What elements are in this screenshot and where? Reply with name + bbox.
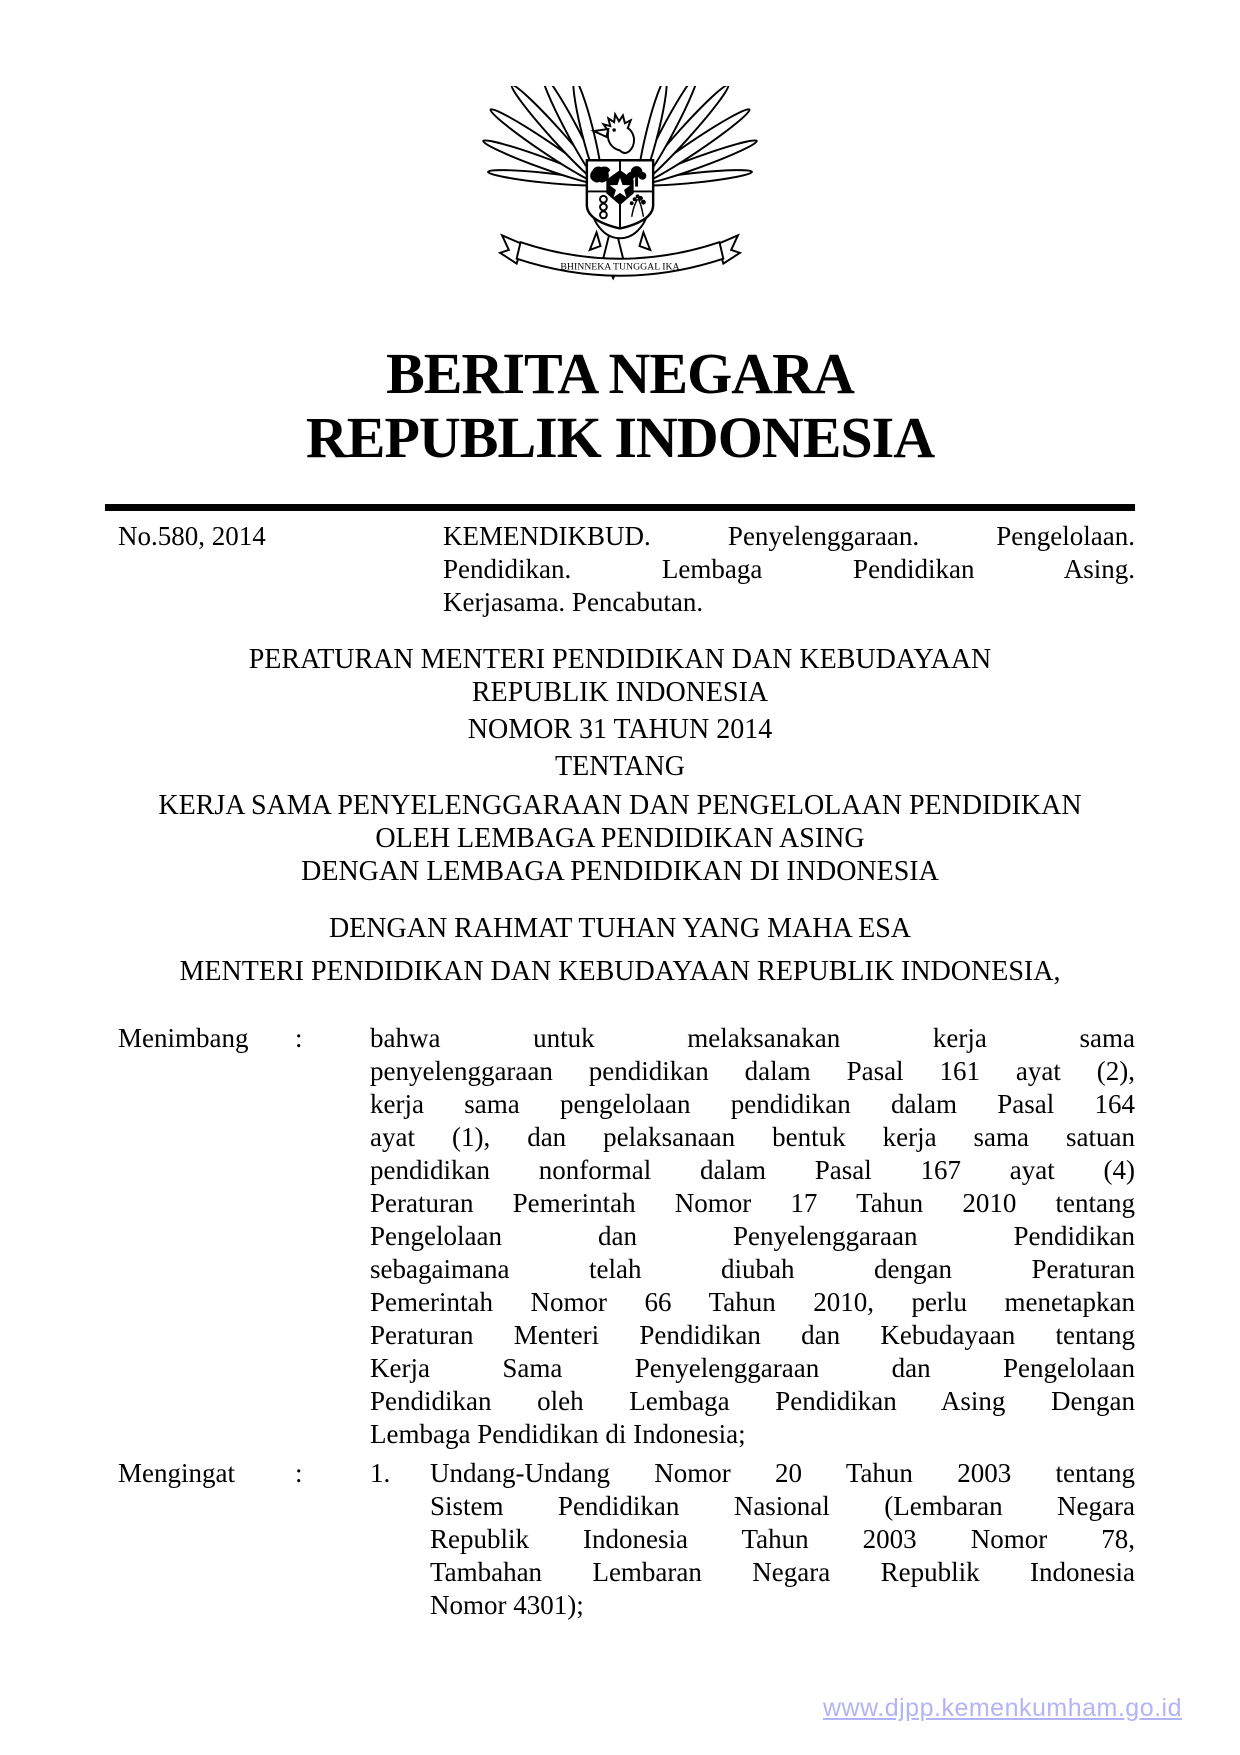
beak-icon: [594, 129, 609, 137]
regulation-about-label: TENTANG: [555, 751, 685, 782]
considerations-label: Menimbang: [118, 1023, 249, 1053]
regulation-subject-line3: DENGAN LEMBAGA PENDIDIKAN DI INDONESIA: [301, 856, 939, 887]
considerations-text-line: Lembaga Pendidikan di Indonesia;: [370, 1419, 746, 1449]
legal-basis-item: [370, 1457, 1135, 1622]
legal-basis-text-line: Sistem Pendidikan Nasional (Lembaran Negara: [430, 1491, 1135, 1521]
considerations-text-line: Kerja Sama Penyelenggaraan dan Pengelolaan: [370, 1353, 1135, 1383]
considerations-text-line: Peraturan Pemerintah Nomor 17 Tahun 2010 tentang: [370, 1188, 1135, 1218]
considerations-row: [105, 1022, 1135, 1451]
regulation-heading-line1: PERATURAN MENTERI PENDIDIKAN DAN KEBUDAYAAN: [248, 644, 992, 675]
considerations-colon: :: [295, 1023, 303, 1053]
regulation-subject-line1: KERJA SAMA PENYELENGGARAAN DAN PENGELOLAAN PENDIDIKAN: [158, 790, 1082, 821]
considerations-text-line: penyelenggaraan pendidikan dalam Pasal 161 ayat (2),: [370, 1056, 1135, 1086]
legal-basis-text-line: Tambahan Lembaran Negara Republik Indonesia: [430, 1557, 1135, 1587]
considerations-text-line: sebagaimana telah diubah dengan Peraturan: [370, 1254, 1135, 1284]
emblem-container: [0, 0, 1240, 300]
considerations-text-line: kerja sama pengelolaan pendidikan dalam Pasal 164: [370, 1089, 1135, 1119]
regulation-number-line: NOMOR 31 TAHUN 2014: [467, 714, 773, 745]
abstract-line: KEMENDIKBUD. Penyelenggaraan. Pengelolaan.: [443, 521, 1135, 551]
right-claw-icon: [640, 232, 651, 250]
legal-basis-colon: :: [295, 1458, 303, 1488]
legal-basis-label: Mengingat: [118, 1458, 235, 1488]
considerations-text-line: ayat (1), dan pelaksanaan bentuk kerja sama satuan: [370, 1122, 1135, 1152]
authority-line: MENTERI PENDIDIKAN DAN KEBUDAYAAN REPUBLIK INDONESIA,: [179, 956, 1061, 987]
legal-basis-item-text: [430, 1457, 1135, 1622]
legal-basis-list: [370, 1457, 1135, 1622]
regulation-heading-line2: REPUBLIK INDONESIA: [471, 677, 769, 708]
abstract-line: Kerjasama. Pencabutan.: [443, 587, 704, 617]
legal-basis-item-number: 1.: [370, 1458, 391, 1488]
gazette-header-row: [105, 520, 1135, 619]
regulation-heading: [105, 643, 1135, 988]
considerations-text-line: Pemerintah Nomor 66 Tahun 2010, perlu menetapkan: [370, 1287, 1135, 1317]
invocation-line: DENGAN RAHMAT TUHAN YANG MAHA ESA: [328, 913, 912, 944]
considerations-text-line: Pendidikan oleh Lembaga Pendidikan Asing Dengan: [370, 1386, 1135, 1416]
gazette-abstract: [443, 520, 1135, 619]
left-claw-icon: [590, 232, 601, 250]
abstract-line: Pendidikan. Lembaga Pendidikan Asing.: [443, 554, 1135, 584]
considerations-text: [370, 1022, 1135, 1451]
considerations-text-line: Peraturan Menteri Pendidikan dan Kebudayaan tentang: [370, 1320, 1135, 1350]
footer-url[interactable]: www.djpp.kemenkumham.go.id: [823, 1694, 1182, 1722]
masthead-rule: [105, 504, 1135, 511]
legal-basis-text-line: Undang-Undang Nomor 20 Tahun 2003 tentang: [430, 1458, 1135, 1488]
masthead-title-line1: BERITA NEGARA: [386, 341, 854, 406]
eye-icon: [612, 128, 616, 132]
emblem-motto: BHINNEKA TUNGGAL IKA: [560, 261, 680, 273]
gazette-number: No.580, 2014: [118, 521, 266, 551]
legal-basis-text-line: Republik Indonesia Tahun 2003 Nomor 78,: [430, 1524, 1135, 1554]
regulation-subject-line2: OLEH LEMBAGA PENDIDIKAN ASING: [375, 823, 865, 854]
considerations-text-line: pendidikan nonformal dalam Pasal 167 ayat (4): [370, 1155, 1135, 1185]
masthead-title-line2: REPUBLIK INDONESIA: [305, 405, 935, 470]
pancasila-shield: [587, 160, 653, 228]
garuda-pancasila-emblem: [464, 86, 776, 293]
considerations-text-line: Pengelolaan dan Penyelenggaraan Pendidikan: [370, 1221, 1135, 1251]
legal-basis-text-line: Nomor 4301);: [430, 1590, 584, 1620]
masthead-title: [0, 342, 1240, 470]
considerations-text-line: bahwa untuk melaksanakan kerja sama: [370, 1023, 1135, 1053]
legal-basis-row: [105, 1457, 1135, 1622]
